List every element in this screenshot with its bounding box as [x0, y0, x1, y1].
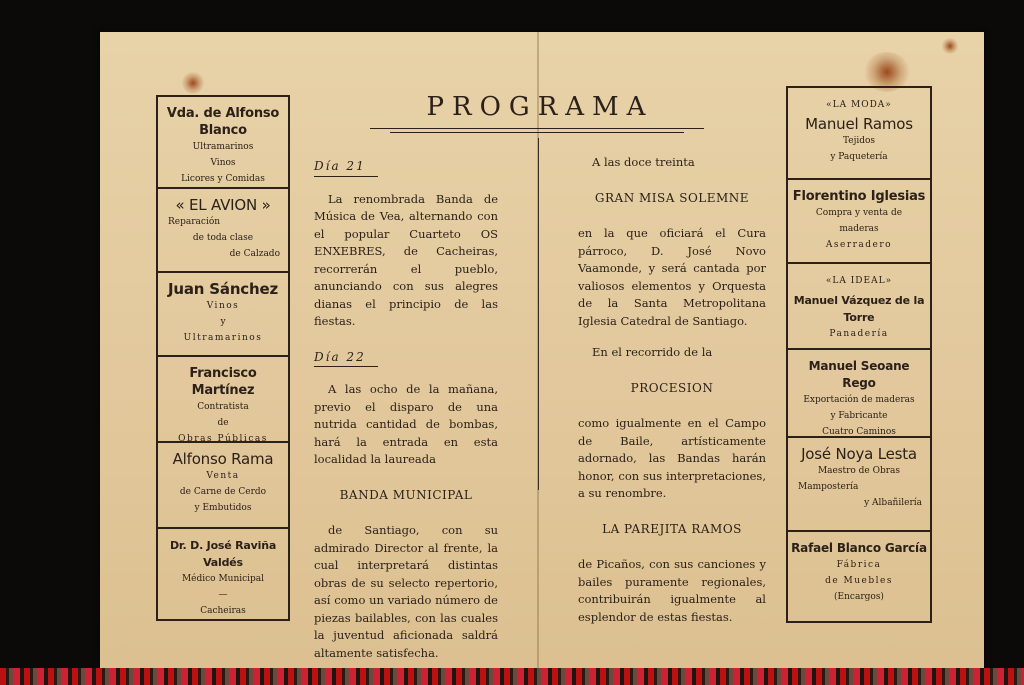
ad-line: Vinos	[206, 301, 240, 311]
ad-jose-ravina	[158, 529, 288, 617]
ad-line: Maestro de Obras	[817, 466, 901, 476]
ad-line: y Paquetería	[830, 152, 888, 162]
ad-name: Juan Sánchez	[168, 280, 278, 298]
ad-name: Vda. de Alfonso Blanco	[166, 106, 280, 138]
day-22-heading: Día 22	[314, 349, 378, 368]
ad-line: de	[217, 418, 229, 428]
ad-name: Dr. D. José Raviña Valdés	[169, 539, 277, 569]
ad-line: y	[220, 317, 226, 327]
day-21-heading: Día 21	[314, 158, 378, 177]
ad-line: (Encargos)	[834, 592, 884, 602]
page-title: PROGRAMA	[426, 92, 654, 122]
ad-line: Reparación	[168, 217, 221, 227]
ad-line: Mampostería	[798, 482, 859, 492]
ad-rafael-blanco	[788, 532, 930, 617]
ad-alfonso-blanco	[158, 97, 288, 189]
parejita-heading: LA PAREJITA RAMOS	[602, 521, 742, 536]
ad-el-avion	[158, 189, 288, 273]
recorrido-text: En el recorrido de la	[592, 345, 713, 359]
ad-name: Alfonso Rama	[172, 450, 274, 468]
ad-name: Manuel Vázquez de la Torre	[793, 294, 925, 324]
ad-line: Vinos	[210, 158, 236, 168]
parejita-text: de Picaños, con sus canciones y bailes puramente regionales, contribuirán igualmente al esplendor de estas fiestas.	[578, 557, 766, 624]
ad-name: José Noya Lesta	[801, 445, 917, 463]
ad-jose-noya	[788, 438, 930, 532]
ad-line: Médico Municipal	[181, 574, 265, 584]
doce-text: A las doce treinta	[592, 155, 695, 169]
ad-name: Manuel Ramos	[805, 115, 913, 133]
misa-heading: GRAN MISA SOLEMNE	[594, 190, 750, 205]
stain	[182, 72, 204, 94]
ad-line: Ultramarinos	[183, 333, 263, 343]
banda-text: de Santiago, con su admirado Director al frente, la cual interpretará distintas obras de su selecto repertorio, así como un variado número de piezas bailables, con las cuales la juventud aficionada saldrá altamente satisfecha.	[314, 523, 498, 660]
ad-tag: «LA IDEAL»	[825, 276, 893, 286]
ad-name: Francisco Martínez	[189, 366, 257, 398]
ad-name: Rafael Blanco García	[791, 541, 927, 555]
ad-name: Florentino Iglesias	[792, 189, 926, 204]
day-22-text: A las ocho de la mañana, previo el disparo de una nutrida cantidad de bombas, hará la entrada en esta localidad la laureada	[314, 382, 498, 466]
ad-line: Contratista	[197, 402, 249, 412]
ad-line: Compra y venta de	[815, 208, 903, 218]
procesion-heading: PROCESION	[630, 380, 714, 395]
ad-line: Ultramarinos	[192, 142, 254, 152]
day-21-text: La renombrada Banda de Música de Vea, alternando con el popular Cuarteto OS ENXEBRES, de Cacheiras, recorrerán el pueblo, anunciando con sus alegres dianas el principio de las fiestas.	[314, 191, 498, 328]
ad-name: Manuel Seoane Rego	[808, 359, 910, 390]
right-ads-column	[786, 86, 932, 623]
ad-line: de Calzado	[229, 249, 280, 259]
stain	[942, 38, 958, 54]
misa-text: en la que oficiará el Cura párroco, D. José Novo Vaamonde, y será cantada por valiosos elementos y Orquesta de la Santa Metropolitana Iglesia Catedral de Santiago.	[578, 226, 766, 328]
ad-line: y Fabricante	[830, 411, 888, 421]
ad-line: Aserradero	[825, 240, 893, 250]
ad-line: Obras Públicas	[178, 434, 268, 444]
ad-line: Venta	[206, 471, 240, 481]
ad-line: Licores y Comidas	[181, 174, 265, 184]
procesion-text: como igualmente en el Campo de Baile, artísticamente adornado, las Bandas harán honor, con sus interpretaciones, a su renombre.	[578, 416, 766, 500]
program-column-1	[314, 154, 498, 662]
ad-line: de toda clase	[192, 233, 254, 243]
title-rule	[370, 128, 704, 129]
ad-line: de Carne de Cerdo	[179, 487, 267, 497]
ad-manuel-vazquez	[788, 264, 930, 350]
ad-name: « EL AVION »	[175, 196, 271, 214]
ad-manuel-seoane	[788, 350, 930, 438]
ad-line: y Embutidos	[194, 503, 252, 513]
ad-juan-sanchez	[158, 273, 288, 357]
ad-line: de Muebles	[825, 576, 893, 586]
ad-tag: «LA MODA»	[826, 100, 892, 110]
ad-alfonso-rama	[158, 443, 288, 529]
ad-line: Tejidos	[842, 136, 876, 146]
ad-line: Cacheiras	[200, 606, 246, 616]
ad-line: Panadería	[829, 329, 889, 339]
scan-artifact-strip	[0, 668, 1024, 685]
ad-line: Exportación de maderas	[803, 395, 915, 405]
banda-heading: BANDA MUNICIPAL	[339, 487, 473, 502]
ad-line: Cuatro Caminos	[822, 427, 896, 437]
ad-line: maderas	[839, 224, 879, 234]
left-ads-column	[156, 95, 290, 621]
ad-line: y Albañilería	[864, 498, 922, 508]
ad-line: —	[218, 590, 228, 600]
ad-manuel-ramos	[788, 88, 930, 180]
ad-francisco-martinez	[158, 357, 288, 443]
title-rule	[390, 132, 684, 133]
program-column-2	[578, 154, 766, 626]
program-sheet	[100, 32, 984, 668]
ad-line: Fábrica	[836, 560, 882, 570]
ad-florentino-iglesias	[788, 180, 930, 264]
center-divider	[538, 138, 539, 490]
